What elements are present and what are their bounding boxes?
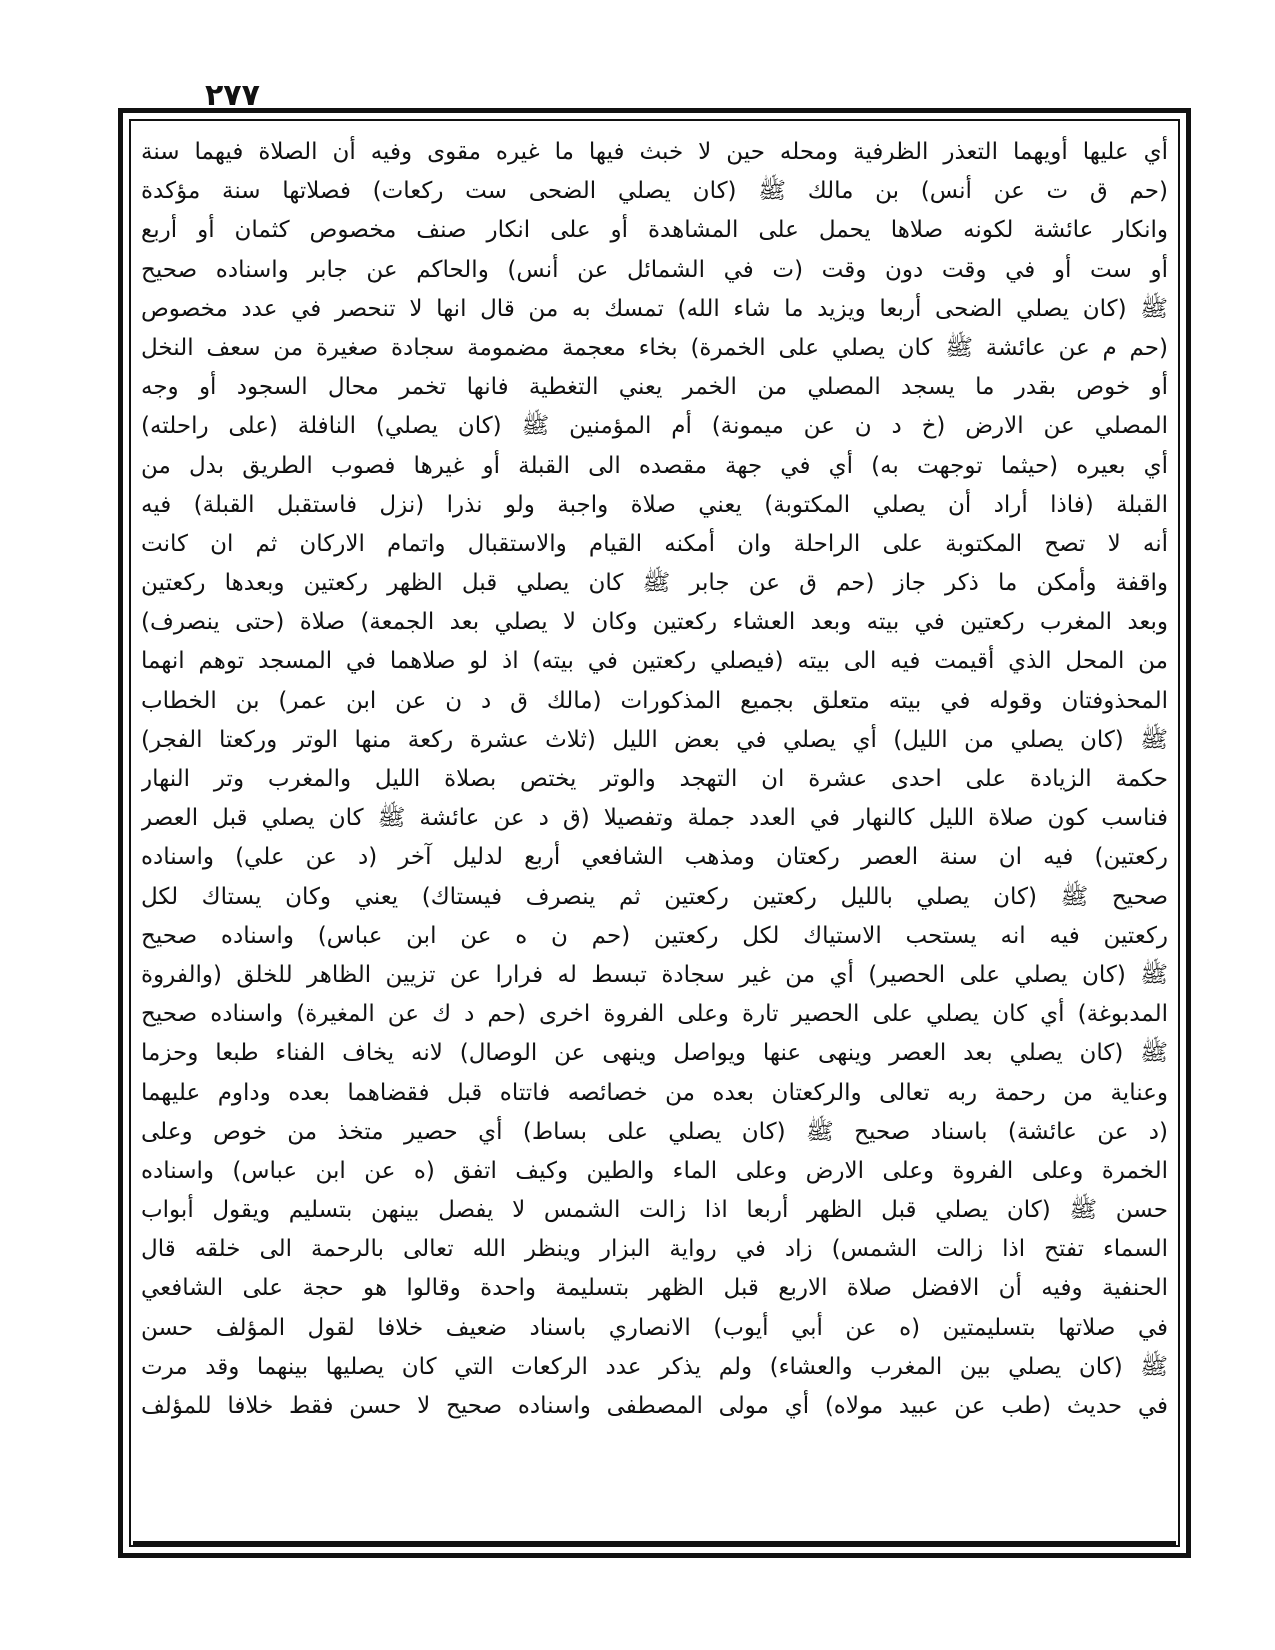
text-line: ﷺ (كان يصلي الضحى أربعا ويزيد ما شاء الله) تمسك به من قال انها لا تنحصر في عدد مخصوص — [141, 295, 1168, 322]
text-line: المدبوغة) أي كان يصلي على الحصير تارة وعلى الفروة اخرى (حم د ك عن المغيرة) واسناده صحيح — [141, 1001, 1168, 1028]
text-line: (حم م عن عائشة ﷺ كان يصلي على الخمرة) بخاء معجمة مضمومة سجادة صغيرة من سعف النخل — [141, 334, 1168, 361]
text-line: السماء تفتح اذا زالت الشمس) زاد في رواية البزار وينظر الله تعالى بالرحمة الى خلقه قال — [141, 1236, 1168, 1263]
text-line — [141, 1426, 1168, 1465]
text-line: أنه لا تصح المكتوبة على الراحلة وان أمكنه القيام والاستقبال واتمام الاركان ثم ان كانت — [141, 530, 1168, 557]
text-line: وعناية من رحمة ربه تعالى والركعتان بعده من خصائصه فاتتاه قبل فقضاهما بعده وداوم عليهما — [141, 1079, 1168, 1106]
text-line: ﷺ (كان يصلي بين المغرب والعشاء) ولم يذكر عدد الركعات التي كان يصليها بينهما وقد مرت — [141, 1353, 1168, 1380]
page-frame — [118, 108, 1191, 1558]
text-line: فناسب كون صلاة الليل كالنهار في العدد جملة وتفصيلا (ق د عن عائشة ﷺ كان يصلي قبل العصر — [141, 805, 1168, 832]
text-line: ركعتين) فيه ان سنة العصر ركعتان ومذهب الشافعي أربع لدليل آخر (د عن علي) واسناده — [141, 844, 1168, 871]
text-line: الحنفية وفيه أن الافضل صلاة الاربع قبل الظهر بتسليمة واحدة وقالوا هو حجة على الشافعي — [141, 1275, 1168, 1302]
text-line: القبلة (فاذا أراد أن يصلي المكتوبة) يعني صلاة واجبة ولو نذرا (نزل فاستقبل القبلة) فيه — [141, 491, 1168, 518]
text-line: وبعد المغرب ركعتين في بيته وبعد العشاء ركعتين وكان لا يصلي بعد الجمعة) صلاة (حتى ينصرف) — [141, 609, 1168, 636]
text-line: أو ست أو في وقت دون وقت (ت في الشمائل عن أنس) والحاكم عن جابر واسناده صحيح — [141, 256, 1168, 283]
text-line: حسن ﷺ (كان يصلي قبل الظهر أربعا اذا زالت الشمس لا يفصل بينهن بتسليم ويقول أبواب — [141, 1197, 1168, 1224]
text-line: واقفة وأمكن ما ذكر جاز (حم ق عن جابر ﷺ كان يصلي قبل الظهر ركعتين وبعدها ركعتين — [141, 570, 1168, 597]
text-line: صحيح ﷺ (كان يصلي بالليل ركعتين ركعتين ثم ينصرف فيستاك) يعني وكان يستاك لكل — [141, 883, 1168, 910]
text-line: في حديث (طب عن عبيد مولاه) أي مولى المصطفى واسناده صحيح لا حسن فقط خلافا للمؤلف — [141, 1393, 1168, 1419]
page-number: ٢٧٧ — [205, 78, 260, 113]
text-line: الخمرة وعلى الفروة وعلى الارض وعلى الماء والطين وكيف اتفق (ه عن ابن عباس) واسناده — [141, 1157, 1168, 1184]
text-line: أو خوص بقدر ما يسجد المصلي من الخمر يعني التغطية فانها تخمر محال السجود أو وجه — [141, 374, 1168, 401]
text-line: في صلاتها بتسليمتين (ه عن أبي أيوب) الانصاري باسناد ضعيف خلافا لقول المؤلف حسن — [141, 1314, 1168, 1341]
text-line: وانكار عائشة لكونه صلاها يحمل على المشاهدة أو على انكار صنف مخصوص كثمان أو أربع — [141, 217, 1168, 244]
text-line: من المحل الذي أقيمت فيه الى بيته (فيصلي ركعتين في بيته) اذ لو صلاهما في المسجد توهم انهما — [141, 648, 1168, 675]
text-line: أي بعيره (حيثما توجهت به) أي في جهة مقصده الى القبلة أو غيرها فصوب الطريق بدل من — [141, 452, 1168, 479]
text-line: (د عن عائشة) باسناد صحيح ﷺ (كان يصلي على بساط) أي حصير متخذ من خوص وعلى — [141, 1118, 1168, 1145]
text-line: أي عليها أويهما التعذر الظرفية ومحله حين لا خبث فيها ما غيره مقوى وفيه أن الصلاة فيهما سنة — [141, 139, 1168, 165]
bottom-rule — [133, 1541, 1176, 1545]
body-text — [141, 133, 1168, 1465]
text-line: المحذوفتان وقوله في بيته متعلق بجميع المذكورات (مالك ق د ن عن ابن عمر) بن الخطاب — [141, 687, 1168, 714]
text-line: ﷺ (كان يصلي من الليل) أي يصلي في بعض الليل (ثلاث عشرة ركعة منها الوتر وركعتا الفجر) — [141, 726, 1168, 753]
text-line: ﷺ (كان يصلي بعد العصر وينهى عنها ويواصل وينهى عن الوصال) لانه يخاف الفناء طبعا وحزما — [141, 1040, 1168, 1067]
text-line: ركعتين فيه انه يستحب الاستياك لكل ركعتين (حم ن ه عن ابن عباس) واسناده صحيح — [141, 922, 1168, 949]
text-line: حكمة الزيادة على احدى عشرة ان التهجد والوتر يختص بصلاة الليل والمغرب وتر النهار — [141, 766, 1168, 792]
text-line: المصلي عن الارض (خ د ن عن ميمونة) أم المؤمنين ﷺ (كان يصلي) النافلة (على راحلته) — [141, 413, 1168, 440]
text-line: ﷺ (كان يصلي على الحصير) أي من غير سجادة تبسط له فرارا عن تزيين الظاهر للخلق (والفروة — [141, 961, 1168, 988]
text-line: (حم ق ت عن أنس) بن مالك ﷺ (كان يصلي الضحى ست ركعات) فصلاتها سنة مؤكدة — [141, 178, 1168, 205]
